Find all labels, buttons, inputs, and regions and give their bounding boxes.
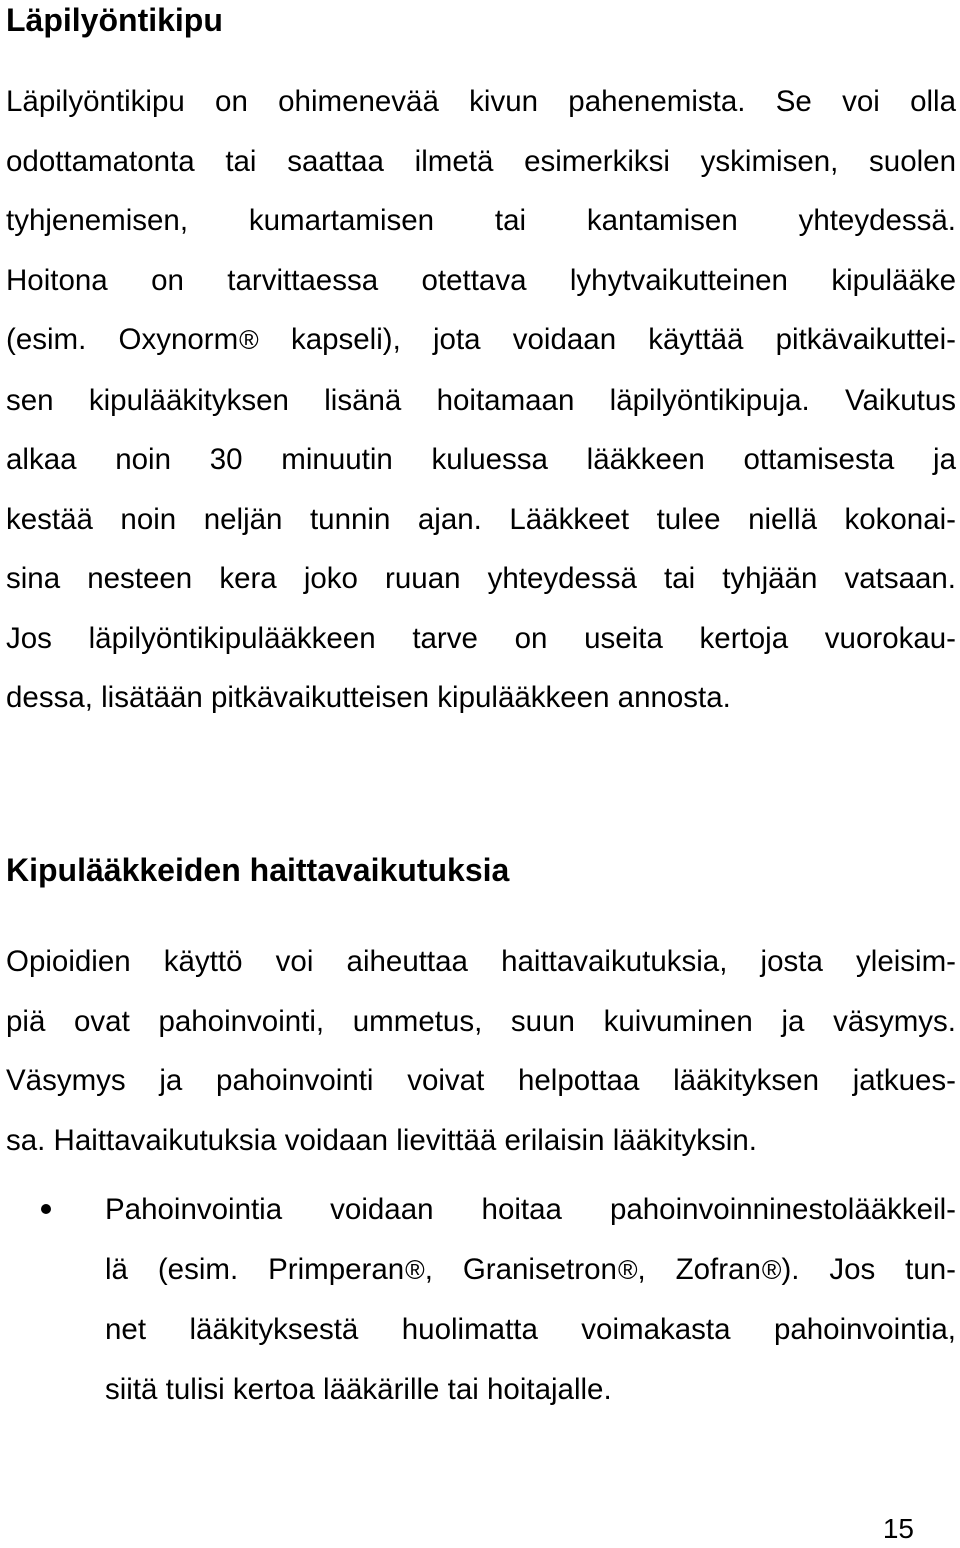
registered-mark: ® [617, 1254, 638, 1285]
text-fragment: lä (esim. Primperan [105, 1252, 405, 1286]
text-line: alkaa noin 30 minuutin kuluessa lääkkeen ottamisesta ja [6, 443, 956, 476]
registered-mark: ® [239, 325, 259, 355]
text-line: Jos läpilyöntikipulääkkeen tarve on useita kertoja vuorokau- [6, 621, 956, 655]
bullet-icon [41, 1204, 51, 1214]
heading-side-effects: Kipulääkkeiden haittavaikutuksia [6, 852, 510, 888]
text-fragment: (esim. Oxynorm [6, 323, 239, 356]
text-fragment: , Zofran [637, 1252, 761, 1286]
page-number: 15 [882, 1513, 914, 1544]
text-line: sina nesteen kera joko ruuan yhteydessä tai tyhjään vatsaan. [6, 562, 956, 595]
text-line [6, 310, 956, 371]
text-line: Pahoinvointia voidaan hoitaa pahoinvoinninestolääkkeil- [105, 1193, 956, 1226]
text-line: odottamatonta tai saattaa ilmetä esimerkiksi yskimisen, suolen [6, 144, 956, 178]
section-breakthrough-pain [6, 0, 956, 728]
text-line: siitä tulisi kertoa lääkärille tai hoitajalle. [105, 1372, 612, 1406]
text-line [105, 1240, 956, 1301]
text-line: net lääkityksestä huolimatta voimakasta pahoinvointia, [105, 1313, 956, 1346]
text-line: Läpilyöntikipu on ohimenevää kivun pahenemista. Se voi olla [6, 85, 956, 118]
text-line: sa. Haittavaikutuksia voidaan lievittää erilaisin lääkityksin. [6, 1123, 757, 1157]
text-line: kestää noin neljän tunnin ajan. Lääkkeet tulee niellä kokonai- [6, 502, 956, 536]
text-fragment: kapseli), jota voidaan käyttää pitkävaikuttei- [258, 323, 956, 356]
text-line: Opioidien käyttö voi aiheuttaa haittavaikutuksia, josta yleisim- [6, 945, 956, 978]
section-side-effects [6, 850, 956, 1170]
paragraph-side-effects [6, 932, 956, 1170]
heading-breakthrough-pain: Läpilyöntikipu [6, 2, 223, 38]
bullet-list [6, 1180, 956, 1419]
text-line: Hoitona on tarvittaessa otettava lyhytvaikutteinen kipulääke [6, 263, 956, 297]
text-line: sen kipulääkityksen lisänä hoitamaan läpilyöntikipuja. Vaikutus [6, 383, 956, 417]
paragraph-breakthrough-pain [6, 72, 956, 728]
list-item [6, 1180, 956, 1419]
text-line: piä ovat pahoinvointi, ummetus, suun kuivuminen ja väsymys. [6, 1004, 956, 1038]
text-line: tyhjenemisen, kumartamisen tai kantamisen yhteydessä. [6, 204, 956, 237]
text-line: dessa, lisätään pitkävaikutteisen kipulääkkeen annosta. [6, 681, 731, 714]
text-line: Väsymys ja pahoinvointi voivat helpottaa lääkityksen jatkues- [6, 1064, 956, 1097]
registered-mark: ® [761, 1254, 782, 1285]
registered-mark: ® [405, 1254, 425, 1285]
text-fragment: ). Jos tun- [781, 1252, 957, 1286]
text-fragment: , Granisetron [424, 1252, 617, 1286]
